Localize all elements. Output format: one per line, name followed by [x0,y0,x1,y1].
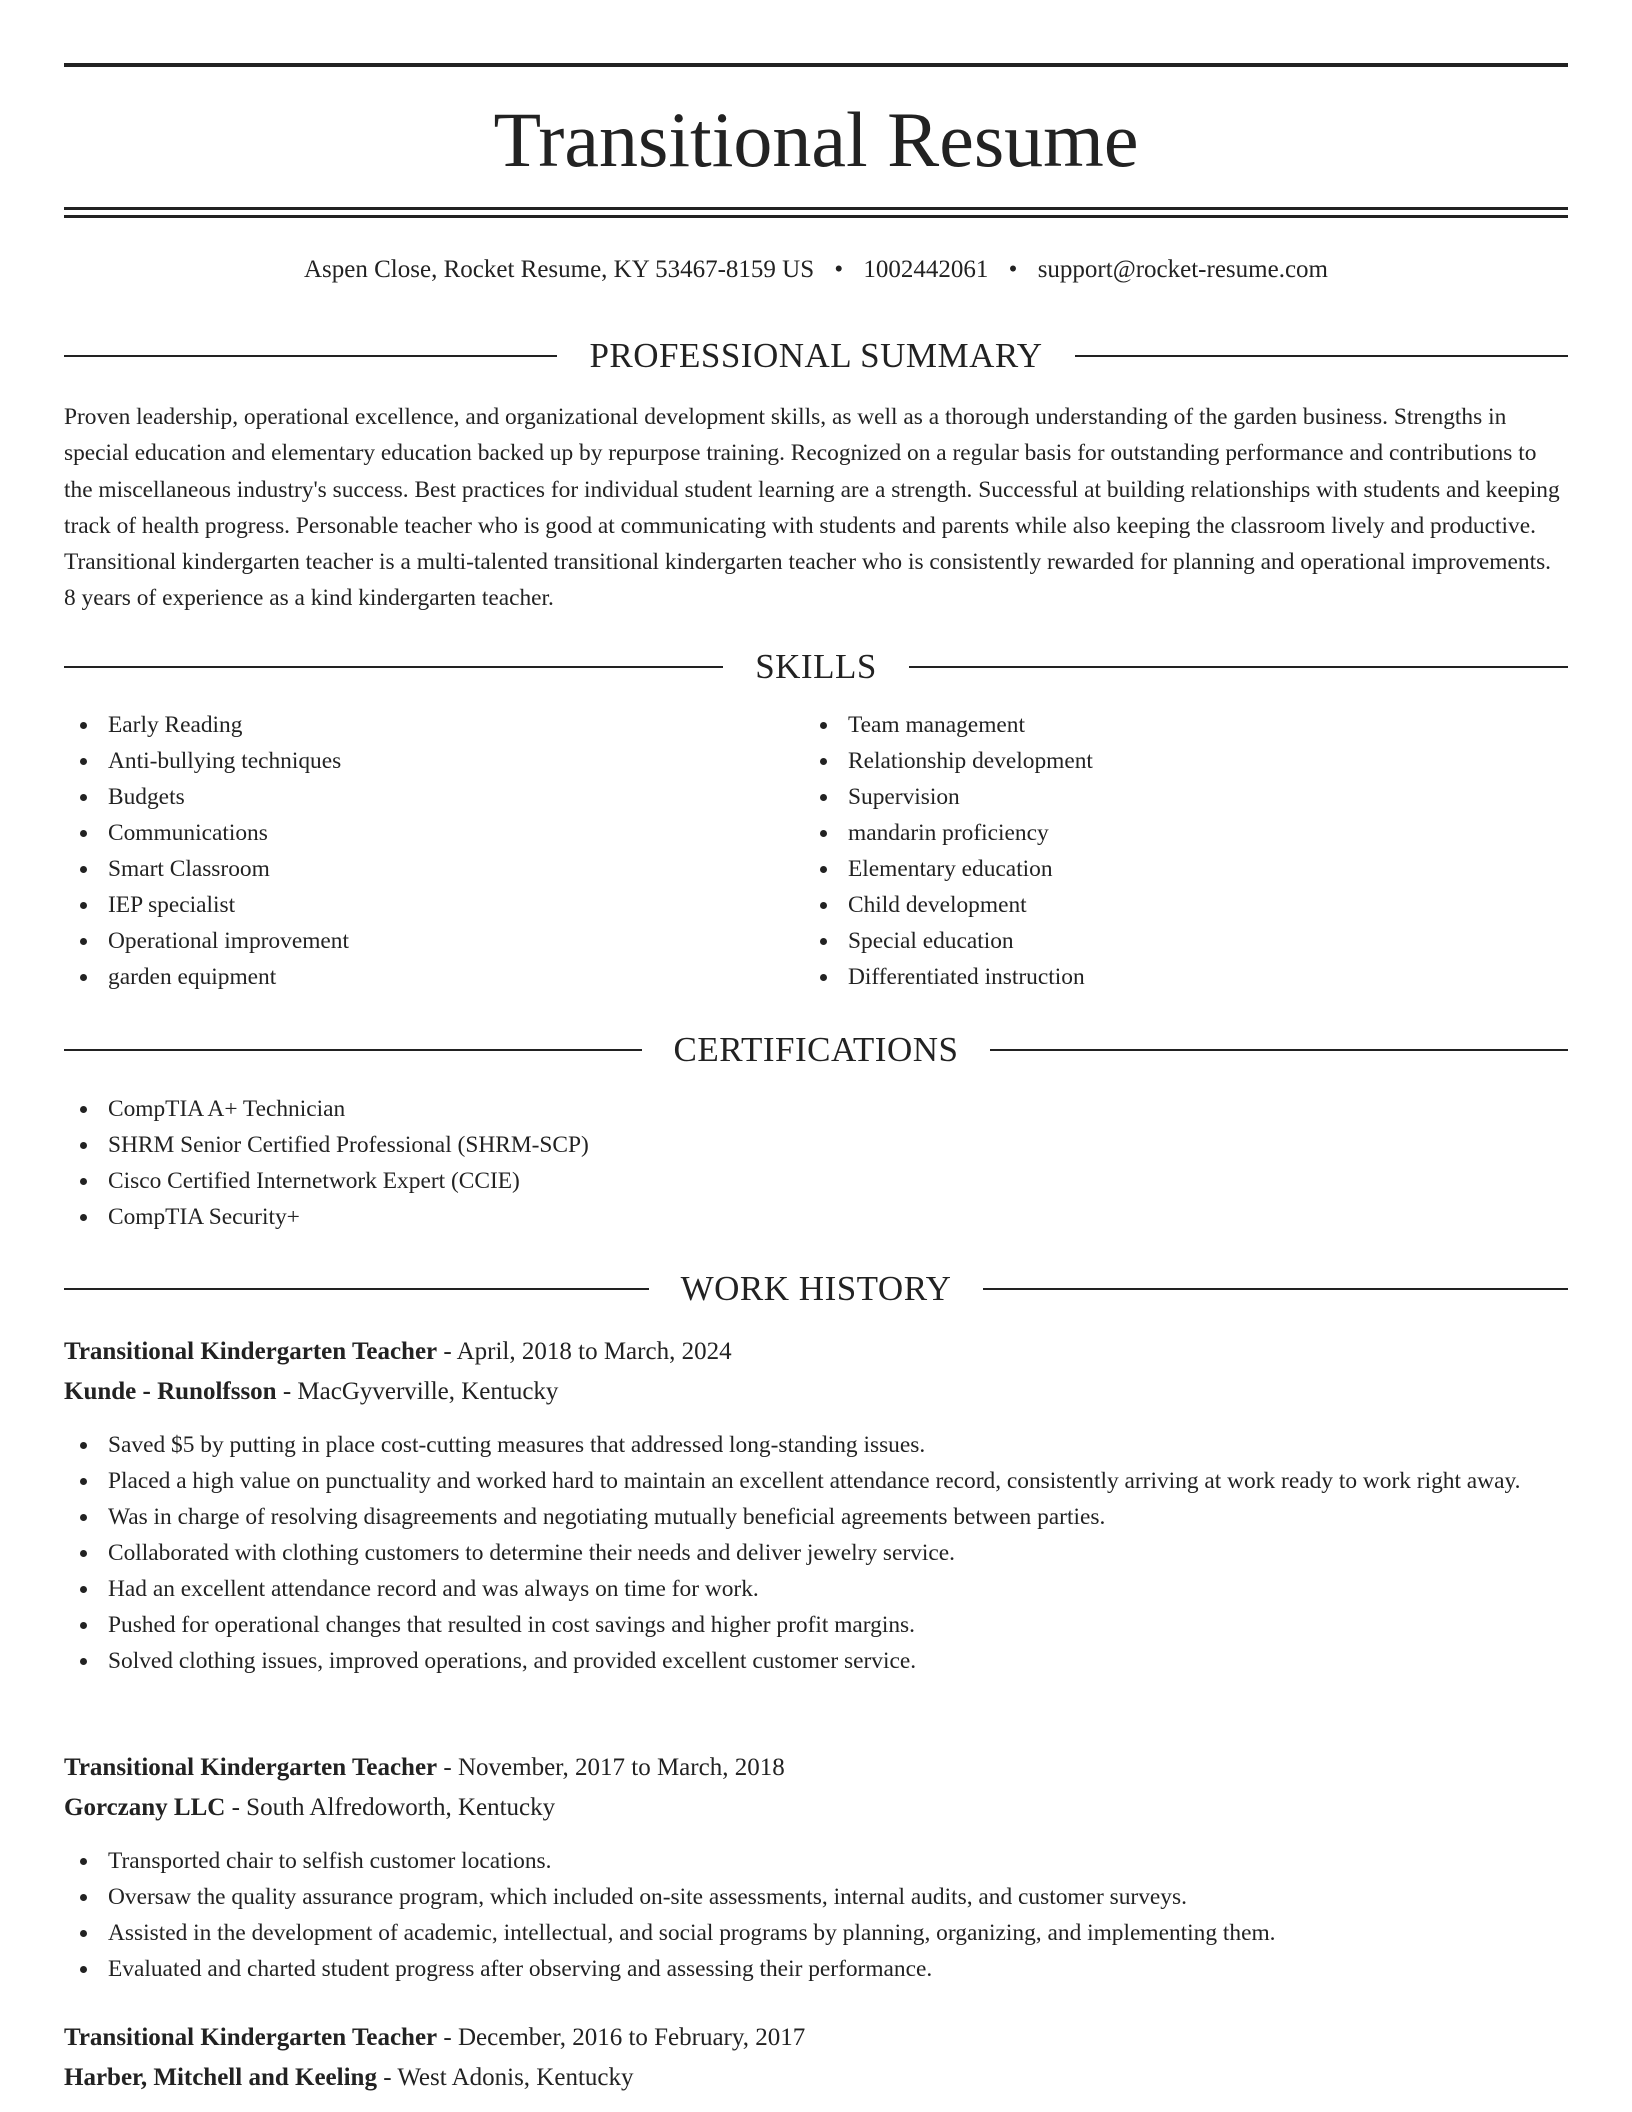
heading-rule-left [64,1049,642,1051]
job-location: - MacGyverville, Kentucky [276,1378,559,1405]
skill-item: IEP specialist [64,887,349,923]
contact-line [64,254,1568,286]
skill-item: Special education [804,923,1093,959]
skill-item: Budgets [64,779,349,815]
job-bullet: Assisted in the development of academic, intellectual, and social programs by planning, organizing, and implementing them. [64,1915,1568,1951]
skill-item: Supervision [804,779,1093,815]
heading-rule-right [909,666,1568,668]
certifications-heading [64,1028,1568,1072]
job-bullet: Oversaw the quality assurance program, which included on-site assessments, internal audits, and customer surveys. [64,1879,1568,1915]
summary-heading [64,334,1568,378]
work-history-heading [64,1267,1568,1311]
job-title: Transitional Kindergarten Teacher [64,1338,438,1365]
certification-item: Cisco Certified Internetwork Expert (CCIE) [64,1163,589,1199]
job-title: Transitional Kindergarten Teacher [64,1754,438,1781]
heading-rule-right [990,1049,1568,1051]
heading-rule-left [64,666,723,668]
certification-item: CompTIA Security+ [64,1199,589,1235]
skill-item: Differentiated instruction [804,959,1093,995]
heading-rule-left [64,1288,649,1290]
skills-list-left [64,707,349,995]
job-dates: - April, 2018 to March, 2024 [437,1338,732,1365]
skills-heading-label: SKILLS [755,647,877,686]
job-bullet: Collaborated with clothing customers to determine their needs and deliver jewelry service. [64,1535,1568,1571]
job-title-line [64,1748,785,1788]
job-bullet: Was in charge of resolving disagreements and negotiating mutually beneficial agreements between parties. [64,1499,1568,1535]
contact-separator: • [834,256,844,283]
job-company: Harber, Mitchell and Keeling [64,2064,377,2091]
skill-item: Relationship development [804,743,1093,779]
job-bullet: Solved clothing issues, improved operations, and provided excellent customer service. [64,1643,1568,1679]
job-location: - South Alfredoworth, Kentucky [225,1794,556,1821]
job-company-line [64,1788,555,1828]
job-bullet: Pushed for operational changes that resulted in cost savings and higher profit margins. [64,1607,1568,1643]
summary-heading-label: PROFESSIONAL SUMMARY [589,336,1043,375]
title-double-rule-upper [64,207,1568,210]
skill-item: Early Reading [64,707,349,743]
heading-rule-left [64,355,557,357]
certifications-list [64,1091,589,1235]
certification-item: SHRM Senior Certified Professional (SHRM-SCP) [64,1127,589,1163]
job-bullet: Placed a high value on punctuality and worked hard to maintain an excellent attendance record, consistently arriving at work ready to work right away. [64,1463,1568,1499]
job-bullets [64,1843,1568,1987]
skill-item: Team management [804,707,1093,743]
contact-address: Aspen Close, Rocket Resume, KY 53467-8159 US [304,256,815,283]
job-bullet: Had an excellent attendance record and was always on time for work. [64,1571,1568,1607]
top-rule [64,63,1568,67]
job-location: - West Adonis, Kentucky [376,2064,634,2091]
skill-item: Child development [804,887,1093,923]
contact-email: support@rocket-resume.com [1037,256,1328,283]
job-bullet: Transported chair to selfish customer locations. [64,1843,1568,1879]
contact-separator: • [1008,256,1018,283]
job-company: Gorczany LLC [64,1794,226,1821]
contact-phone: 1002442061 [863,256,989,283]
job-dates: - December, 2016 to February, 2017 [437,2024,806,2051]
skill-item: mandarin proficiency [804,815,1093,851]
job-company-line [64,2058,633,2098]
skill-item: Communications [64,815,349,851]
skills-list-right [804,707,1093,995]
job-bullet: Evaluated and charted student progress after observing and assessing their performance. [64,1951,1568,1987]
heading-rule-right [1075,355,1568,357]
skill-item: garden equipment [64,959,349,995]
skill-item: Smart Classroom [64,851,349,887]
job-bullets [64,1427,1568,1679]
certification-item: CompTIA A+ Technician [64,1091,589,1127]
resume-title: Transitional Resume [493,96,1139,183]
skill-item: Operational improvement [64,923,349,959]
summary-text: Proven leadership, operational excellence, and organizational development skills, as well as a thorough understanding of the garden business. Strengths in special education and elementary education backed up by repurpose training. Recognized on a regular basis for outstanding performance and contributions to the miscellaneous industry's success. Best practices for individual student learning are a strength. Successful at building relationships with students and keeping track of health progress. Personable teacher who is good at communicating with students and parents while also keeping the classroom lively and productive. Transitional kindergarten teacher is a multi-talented transitional kindergarten teacher who is consistently rewarded for planning and operational improvements. 8 years of experience as a kind kindergarten teacher. [64,404,1560,612]
heading-rule-right [983,1288,1568,1290]
skill-item: Anti-bullying techniques [64,743,349,779]
skill-item: Elementary education [804,851,1093,887]
job-company-line [64,1372,558,1412]
job-company: Kunde - Runolfsson [64,1378,277,1405]
skills-heading [64,645,1568,689]
certifications-heading-label: CERTIFICATIONS [673,1030,959,1069]
job-dates: - November, 2017 to March, 2018 [437,1754,785,1781]
job-title-line [64,2018,805,2058]
job-bullet: Saved $5 by putting in place cost-cutting measures that addressed long-standing issues. [64,1427,1568,1463]
job-title-line [64,1332,732,1372]
work-history-heading-label: WORK HISTORY [680,1269,952,1308]
job-title: Transitional Kindergarten Teacher [64,2024,438,2051]
title-double-rule-lower [64,215,1568,218]
